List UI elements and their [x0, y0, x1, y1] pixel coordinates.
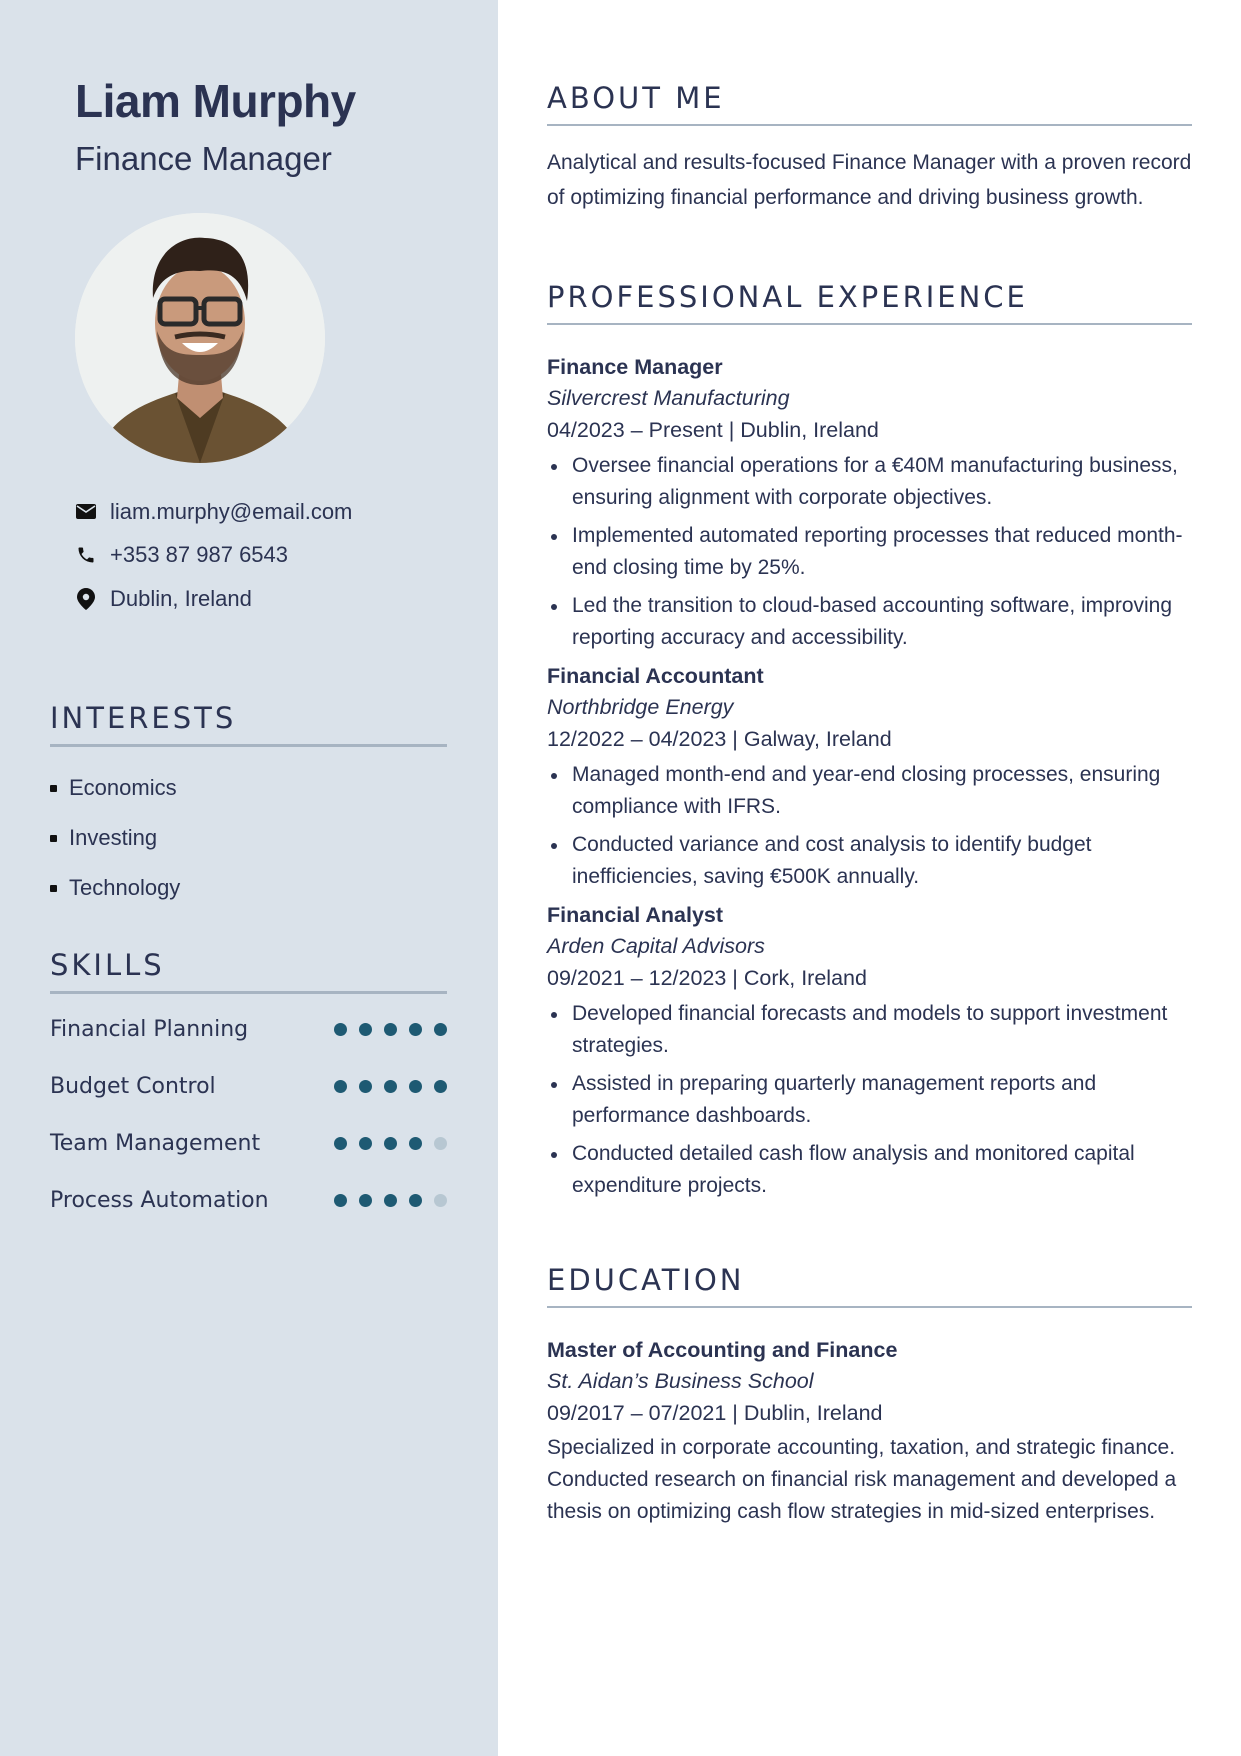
rating-dot-filled-icon: [334, 1137, 347, 1150]
job-bullet: [547, 590, 1192, 654]
rating-dot-empty-icon: [434, 1137, 447, 1150]
rating-dot-filled-icon: [334, 1080, 347, 1093]
job-bullet: [547, 998, 1192, 1062]
rating-dot-filled-icon: [409, 1080, 422, 1093]
bullet-text: Conducted detailed cash flow analysis and monitored capital expenditure projects.: [572, 1142, 1135, 1197]
bullet-text: Assisted in preparing quarterly management reports and performance dashboards.: [572, 1072, 1097, 1127]
phone-icon: [75, 544, 97, 566]
rating-dot-filled-icon: [359, 1023, 372, 1036]
school-name: St. Aidan’s Business School: [547, 1369, 814, 1393]
bullet-text: Conducted variance and cost analysis to identify budget inefficiencies, saving €500K annually.: [572, 833, 1092, 888]
phone-text: +353 87 987 6543: [110, 542, 289, 568]
rating-dot-filled-icon: [409, 1137, 422, 1150]
profile-photo: [75, 213, 325, 463]
job-bullets: [547, 998, 1192, 1202]
interests-section: [50, 700, 447, 913]
skill-row: [50, 1172, 447, 1229]
candidate-name: Liam Murphy: [75, 75, 356, 127]
job-company: Silvercrest Manufacturing: [547, 386, 790, 410]
about-text: Analytical and results-focused Finance Manager with a proven record of optimizing financial performance and driving business growth.: [547, 151, 1192, 209]
job-meta: 09/2021 – 12/2023 | Cork, Ireland: [547, 966, 867, 990]
job-meta: 12/2022 – 04/2023 | Galway, Ireland: [547, 727, 892, 751]
rating-dot-filled-icon: [434, 1080, 447, 1093]
bullet-icon: [551, 604, 557, 610]
bullet-text: Managed month-end and year-end closing processes, ensuring compliance with IFRS.: [572, 763, 1161, 818]
divider: [547, 323, 1192, 325]
skill-name: Financial Planning: [50, 1017, 249, 1042]
bullet-icon: [50, 885, 57, 892]
experience-section: [547, 279, 1192, 1208]
bullet-icon: [551, 843, 557, 849]
divider: [50, 744, 447, 747]
contact-list: [75, 490, 352, 621]
rating-dot-filled-icon: [384, 1137, 397, 1150]
skills-heading: SKILLS: [50, 948, 165, 982]
main-content: [498, 0, 1241, 1756]
location-pin-icon: [75, 588, 97, 610]
interest-label: Technology: [69, 875, 181, 900]
bullet-icon: [551, 1152, 557, 1158]
job-entry: [547, 660, 1192, 893]
contact-location: [75, 577, 352, 621]
divider: [50, 991, 447, 994]
skill-row: [50, 1058, 447, 1115]
job-bullet: [547, 520, 1192, 584]
candidate-title: Finance Manager: [75, 140, 332, 177]
email-text: liam.murphy@email.com: [110, 498, 353, 524]
bullet-text: Developed financial forecasts and models to support investment strategies.: [572, 1002, 1168, 1057]
skill-name: Budget Control: [50, 1074, 216, 1099]
rating-dot-filled-icon: [434, 1023, 447, 1036]
rating-dot-filled-icon: [359, 1080, 372, 1093]
job-entry: [547, 899, 1192, 1202]
rating-dot-filled-icon: [359, 1194, 372, 1207]
skill-rating: [334, 1194, 447, 1207]
job-bullet: [547, 829, 1192, 893]
skill-name: Process Automation: [50, 1188, 269, 1213]
job-title: Financial Accountant: [547, 664, 764, 688]
bullet-text: Oversee financial operations for a €40M manufacturing business, ensuring alignment with corporate objectives.: [572, 454, 1178, 509]
skill-rating: [334, 1023, 447, 1036]
job-bullets: [547, 450, 1192, 654]
education-entry: [547, 1334, 1192, 1528]
person-portrait-icon: [75, 213, 325, 463]
job-bullet: [547, 1138, 1192, 1202]
location-text: Dublin, Ireland: [110, 585, 252, 611]
job-title: Finance Manager: [547, 355, 723, 379]
skill-row: [50, 1001, 447, 1058]
education-heading: EDUCATION: [547, 1263, 745, 1297]
contact-phone[interactable]: [75, 534, 352, 578]
interest-item: [50, 813, 447, 863]
contact-email[interactable]: [75, 490, 352, 534]
bullet-icon: [551, 773, 557, 779]
rating-dot-filled-icon: [334, 1023, 347, 1036]
job-title: Financial Analyst: [547, 903, 724, 927]
skill-rating: [334, 1137, 447, 1150]
bullet-icon: [551, 1082, 557, 1088]
skills-section: [50, 947, 447, 1229]
rating-dot-filled-icon: [384, 1023, 397, 1036]
interest-item: [50, 763, 447, 813]
interest-label: Investing: [69, 825, 158, 850]
divider: [547, 1306, 1192, 1308]
bullet-icon: [551, 534, 557, 540]
rating-dot-filled-icon: [359, 1137, 372, 1150]
experience-heading: PROFESSIONAL EXPERIENCE: [547, 280, 1028, 314]
skill-rating: [334, 1080, 447, 1093]
degree-title: Master of Accounting and Finance: [547, 1338, 898, 1362]
skills-list: [50, 1001, 447, 1229]
about-section: [547, 80, 1192, 215]
education-meta: 09/2017 – 07/2021 | Dublin, Ireland: [547, 1401, 883, 1425]
divider: [547, 124, 1192, 126]
skill-name: Team Management: [50, 1131, 261, 1156]
rating-dot-filled-icon: [384, 1080, 397, 1093]
about-heading: ABOUT ME: [547, 81, 725, 115]
bullet-icon: [50, 785, 57, 792]
rating-dot-filled-icon: [409, 1194, 422, 1207]
job-bullet: [547, 450, 1192, 514]
rating-dot-filled-icon: [384, 1194, 397, 1207]
job-company: Northbridge Energy: [547, 695, 734, 719]
job-company: Arden Capital Advisors: [547, 934, 765, 958]
interests-heading: INTERESTS: [50, 701, 237, 735]
job-bullets: [547, 759, 1192, 893]
skill-row: [50, 1115, 447, 1172]
bullet-icon: [551, 464, 557, 470]
job-entry: [547, 351, 1192, 654]
job-bullet: [547, 759, 1192, 823]
bullet-icon: [50, 835, 57, 842]
job-meta: 04/2023 – Present | Dublin, Ireland: [547, 418, 879, 442]
education-section: [547, 1262, 1192, 1528]
bullet-text: Implemented automated reporting processes that reduced month-end closing time by 25%.: [572, 524, 1183, 579]
rating-dot-empty-icon: [434, 1194, 447, 1207]
job-bullet: [547, 1068, 1192, 1132]
bullet-text: Led the transition to cloud-based accounting software, improving reporting accuracy and accessibility.: [572, 594, 1173, 649]
bullet-icon: [551, 1012, 557, 1018]
sidebar: [0, 0, 498, 1756]
email-icon: [75, 501, 97, 523]
interest-item: [50, 863, 447, 913]
rating-dot-filled-icon: [409, 1023, 422, 1036]
education-description: Specialized in corporate accounting, taxation, and strategic finance. Conducted research on financial risk management and developed a thesis on optimizing cash flow strategies in mid-sized enterprises.: [547, 1436, 1177, 1523]
rating-dot-filled-icon: [334, 1194, 347, 1207]
interests-list: [50, 763, 447, 913]
interest-label: Economics: [69, 775, 177, 800]
